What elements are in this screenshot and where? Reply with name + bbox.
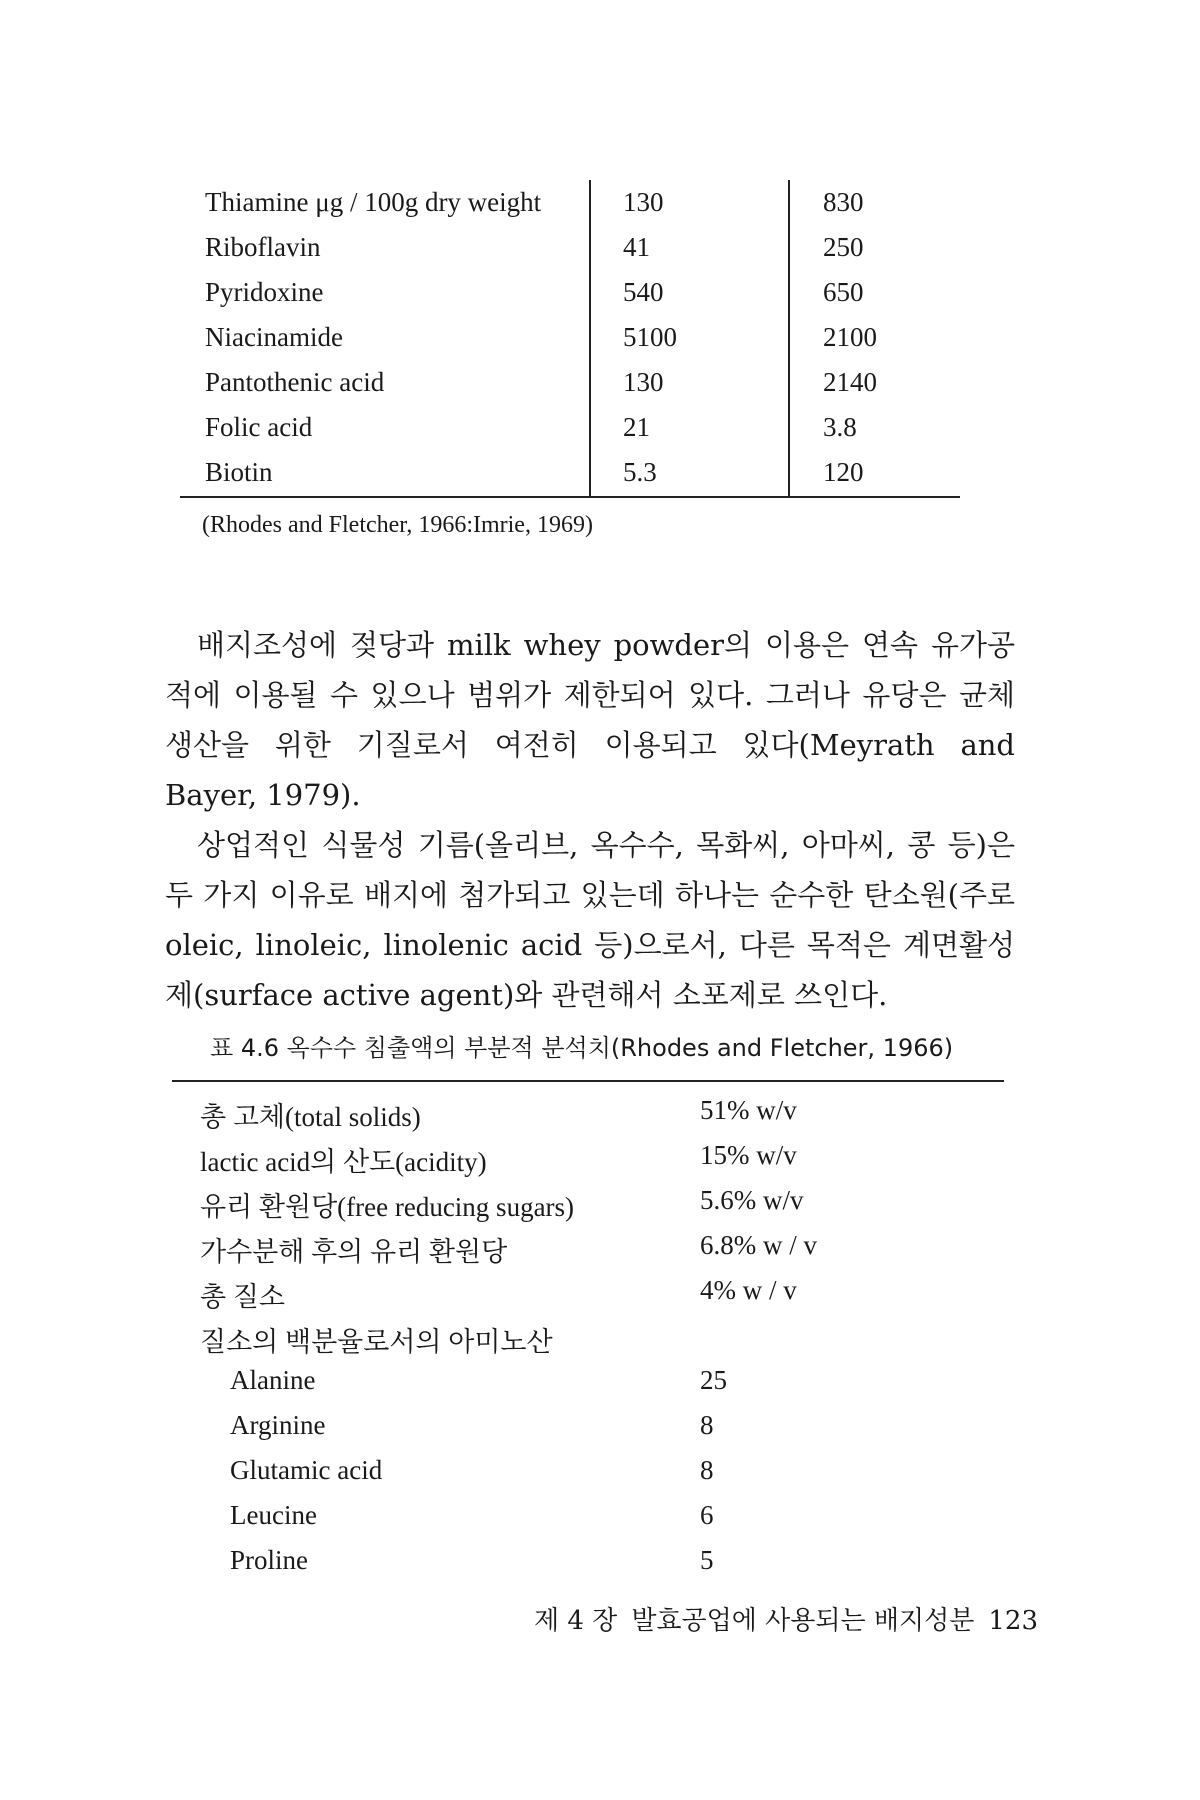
table-row bbox=[200, 1088, 1000, 1133]
table-row bbox=[200, 1493, 1000, 1538]
row-value-2: 250 bbox=[823, 232, 864, 262]
row-label: Niacinamide bbox=[205, 322, 343, 352]
chapter-title: 발효공업에 사용되는 배지성분 bbox=[631, 1606, 975, 1636]
row-value-2: 2100 bbox=[823, 322, 877, 352]
row-value-1: 21 bbox=[623, 412, 650, 442]
row-label: lactic acid의 산도(acidity) bbox=[200, 1147, 487, 1177]
row-label: Riboflavin bbox=[205, 232, 321, 262]
row-value-1: 540 bbox=[623, 277, 664, 307]
row-value-2: 650 bbox=[823, 277, 864, 307]
table-source-note: (Rhodes and Fletcher, 1966:Imrie, 1969) bbox=[202, 512, 593, 538]
table-row bbox=[200, 1448, 1000, 1493]
row-label: Thiamine μg / 100g dry weight bbox=[205, 187, 542, 217]
paragraph: 배지조성에 젖당과 milk whey powder의 이용은 연속 유가공적에 이용될 수 있으나 범위가 제한되어 있다. 그러나 유당은 균체 생산을 위한 기질로서 여전히 이용되고 있다(Meyrath and Bayer, 1979). bbox=[165, 628, 1015, 812]
table-row bbox=[180, 315, 960, 360]
row-label: Pantothenic acid bbox=[205, 367, 385, 397]
row-label: 총 질소 bbox=[200, 1282, 285, 1312]
corn-steep-liquor-table bbox=[200, 1088, 1000, 1583]
row-value: 51% w/v bbox=[700, 1095, 797, 1125]
table-row bbox=[200, 1223, 1000, 1268]
table-row bbox=[180, 270, 960, 315]
body-text bbox=[165, 620, 1015, 1020]
table-row bbox=[200, 1538, 1000, 1583]
row-label: 질소의 백분율로서의 아미노산 bbox=[200, 1327, 553, 1357]
row-label: Biotin bbox=[205, 457, 273, 487]
row-value-1: 41 bbox=[623, 232, 650, 262]
paragraph: 상업적인 식물성 기름(올리브, 옥수수, 목화씨, 아마씨, 콩 등)은 두 가지 이유로 배지에 첨가되고 있는데 하나는 순수한 탄소원(주로 oleic, linoleic, linolenic acid 등)으로서, 다른 목적은 계면활성제(surface active agent)와 관련해서 소포제로 쓰인다. bbox=[165, 828, 1015, 1012]
page-footer bbox=[520, 1600, 1038, 1637]
row-value-1: 5100 bbox=[623, 322, 677, 352]
row-value: 8 bbox=[700, 1455, 714, 1485]
row-value: 5 bbox=[700, 1545, 714, 1575]
table-row bbox=[180, 180, 960, 225]
row-label: Glutamic acid bbox=[230, 1455, 383, 1485]
row-value-2: 3.8 bbox=[823, 412, 857, 442]
table-row bbox=[200, 1268, 1000, 1313]
row-label: Alanine bbox=[230, 1365, 316, 1395]
row-value: 25 bbox=[700, 1365, 727, 1395]
row-value: 15% w/v bbox=[700, 1140, 797, 1170]
table-row bbox=[200, 1358, 1000, 1403]
table-bottom-rule bbox=[180, 496, 960, 498]
table-row bbox=[200, 1313, 1000, 1358]
table-row bbox=[180, 360, 960, 405]
row-value-2: 120 bbox=[823, 457, 864, 487]
chapter-label: 제 4 장 bbox=[534, 1606, 618, 1636]
row-value-2: 2140 bbox=[823, 367, 877, 397]
row-label: 유리 환원당(free reducing sugars) bbox=[200, 1192, 575, 1222]
row-label: Folic acid bbox=[205, 412, 313, 442]
row-value: 6 bbox=[700, 1500, 714, 1530]
table-top-rule bbox=[172, 1080, 1004, 1082]
row-label: Pyridoxine bbox=[205, 277, 324, 307]
row-label: 총 고체(total solids) bbox=[200, 1102, 421, 1132]
row-value-1: 5.3 bbox=[623, 457, 657, 487]
row-value: 6.8% w / v bbox=[700, 1230, 817, 1260]
row-value-2: 830 bbox=[823, 187, 864, 217]
table-row bbox=[200, 1403, 1000, 1448]
page-number: 123 bbox=[988, 1606, 1038, 1636]
row-value: 5.6% w/v bbox=[700, 1185, 804, 1215]
vitamin-table bbox=[180, 180, 960, 538]
row-label: Arginine bbox=[230, 1410, 326, 1440]
table-row bbox=[180, 405, 960, 450]
row-label: Proline bbox=[230, 1545, 308, 1575]
table-row bbox=[200, 1178, 1000, 1223]
row-value: 4% w / v bbox=[700, 1275, 797, 1305]
table-row bbox=[200, 1133, 1000, 1178]
row-label: Leucine bbox=[230, 1500, 317, 1530]
table-row bbox=[180, 225, 960, 270]
table-row bbox=[180, 450, 960, 495]
table-caption: 표 4.6 옥수수 침출액의 부분적 분석치(Rhodes and Fletcher, 1966) bbox=[210, 1034, 954, 1062]
row-value-1: 130 bbox=[623, 187, 664, 217]
row-value-1: 130 bbox=[623, 367, 664, 397]
row-label: 가수분해 후의 유리 환원당 bbox=[200, 1237, 508, 1267]
row-value: 8 bbox=[700, 1410, 714, 1440]
